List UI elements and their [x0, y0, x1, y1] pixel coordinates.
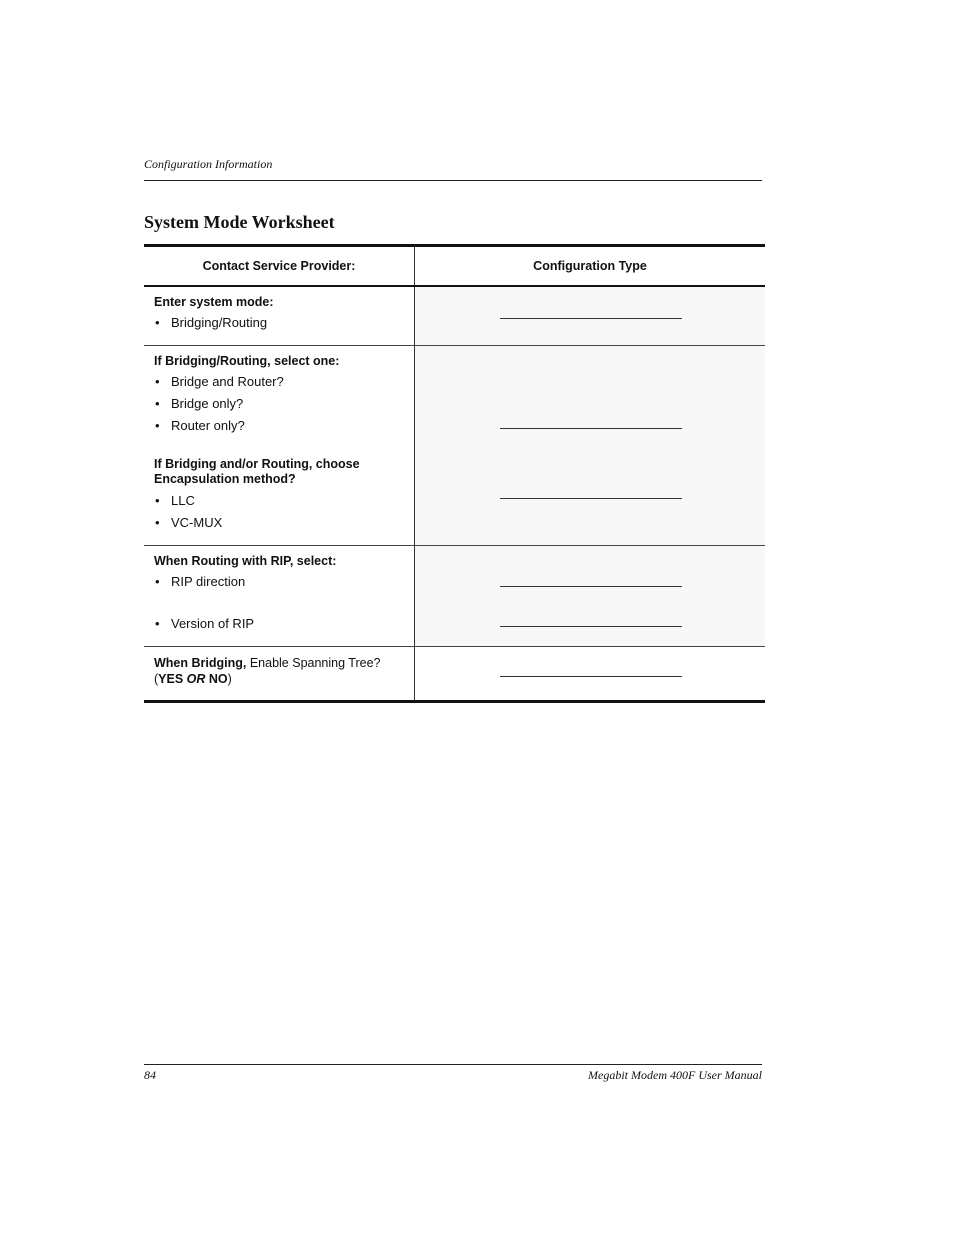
option-bridge-and-router: • Bridge and Router?	[154, 374, 404, 389]
option-bridge-only: • Bridge only?	[154, 396, 404, 411]
system-mode-blank[interactable]	[500, 318, 682, 319]
col-header-config-type: Configuration Type	[415, 246, 766, 287]
or-text: OR	[186, 672, 206, 686]
row-bridging-routing	[144, 346, 765, 546]
row-rip	[144, 546, 765, 647]
option-router-only: • Router only?	[154, 418, 404, 433]
manual-title: Megabit Modem 400F User Manual	[588, 1068, 762, 1082]
spanning-tree-label-bold: When Bridging,	[154, 656, 247, 670]
footer-rule	[144, 1064, 762, 1065]
row-system-mode	[144, 286, 765, 346]
system-mode-answer	[415, 287, 765, 345]
spanning-tree-cell	[144, 647, 414, 700]
spanning-tree-label	[154, 655, 404, 687]
no-option: NO	[205, 672, 228, 686]
rip-answer	[415, 546, 765, 646]
row-spanning-tree	[144, 647, 765, 702]
rip-label: When Routing with RIP, select:	[154, 554, 337, 568]
table-header-row	[144, 246, 765, 287]
bridging-routing-answer	[415, 346, 765, 545]
spanning-tree-blank[interactable]	[500, 676, 682, 677]
page-number: 84	[144, 1068, 156, 1082]
system-mode-cell	[144, 287, 414, 345]
option-rip-direction: • RIP direction	[154, 574, 404, 589]
bridging-routing-label: If Bridging/Routing, select one:	[154, 354, 340, 368]
option-bridging-routing: • Bridging/Routing	[154, 315, 404, 330]
bridging-routing-blank[interactable]	[500, 428, 682, 429]
encapsulation-blank[interactable]	[500, 498, 682, 499]
bridging-routing-cell	[144, 346, 414, 545]
encapsulation-label: If Bridging and/or Routing, choose Encapsulation method?	[154, 457, 360, 486]
rip-cell	[144, 546, 414, 646]
worksheet-table	[144, 244, 765, 703]
running-header: Configuration Information	[144, 157, 273, 171]
option-rip-version: • Version of RIP	[154, 616, 404, 631]
yes-option: YES	[158, 672, 187, 686]
spanning-tree-label-text: Enable Spanning Tree?	[246, 656, 381, 670]
option-vc-mux: • VC-MUX	[154, 515, 404, 530]
header-rule	[144, 180, 762, 181]
system-mode-label: Enter system mode:	[154, 295, 274, 309]
section-title: System Mode Worksheet	[144, 212, 335, 232]
yes-no-paren-open: (	[154, 672, 159, 686]
col-header-provider: Contact Service Provider:	[144, 246, 415, 287]
yes-no-paren-close: )	[227, 672, 232, 686]
option-llc: • LLC	[154, 493, 404, 508]
spanning-tree-answer	[415, 647, 765, 700]
rip-direction-blank[interactable]	[500, 586, 682, 587]
rip-version-blank[interactable]	[500, 626, 682, 627]
